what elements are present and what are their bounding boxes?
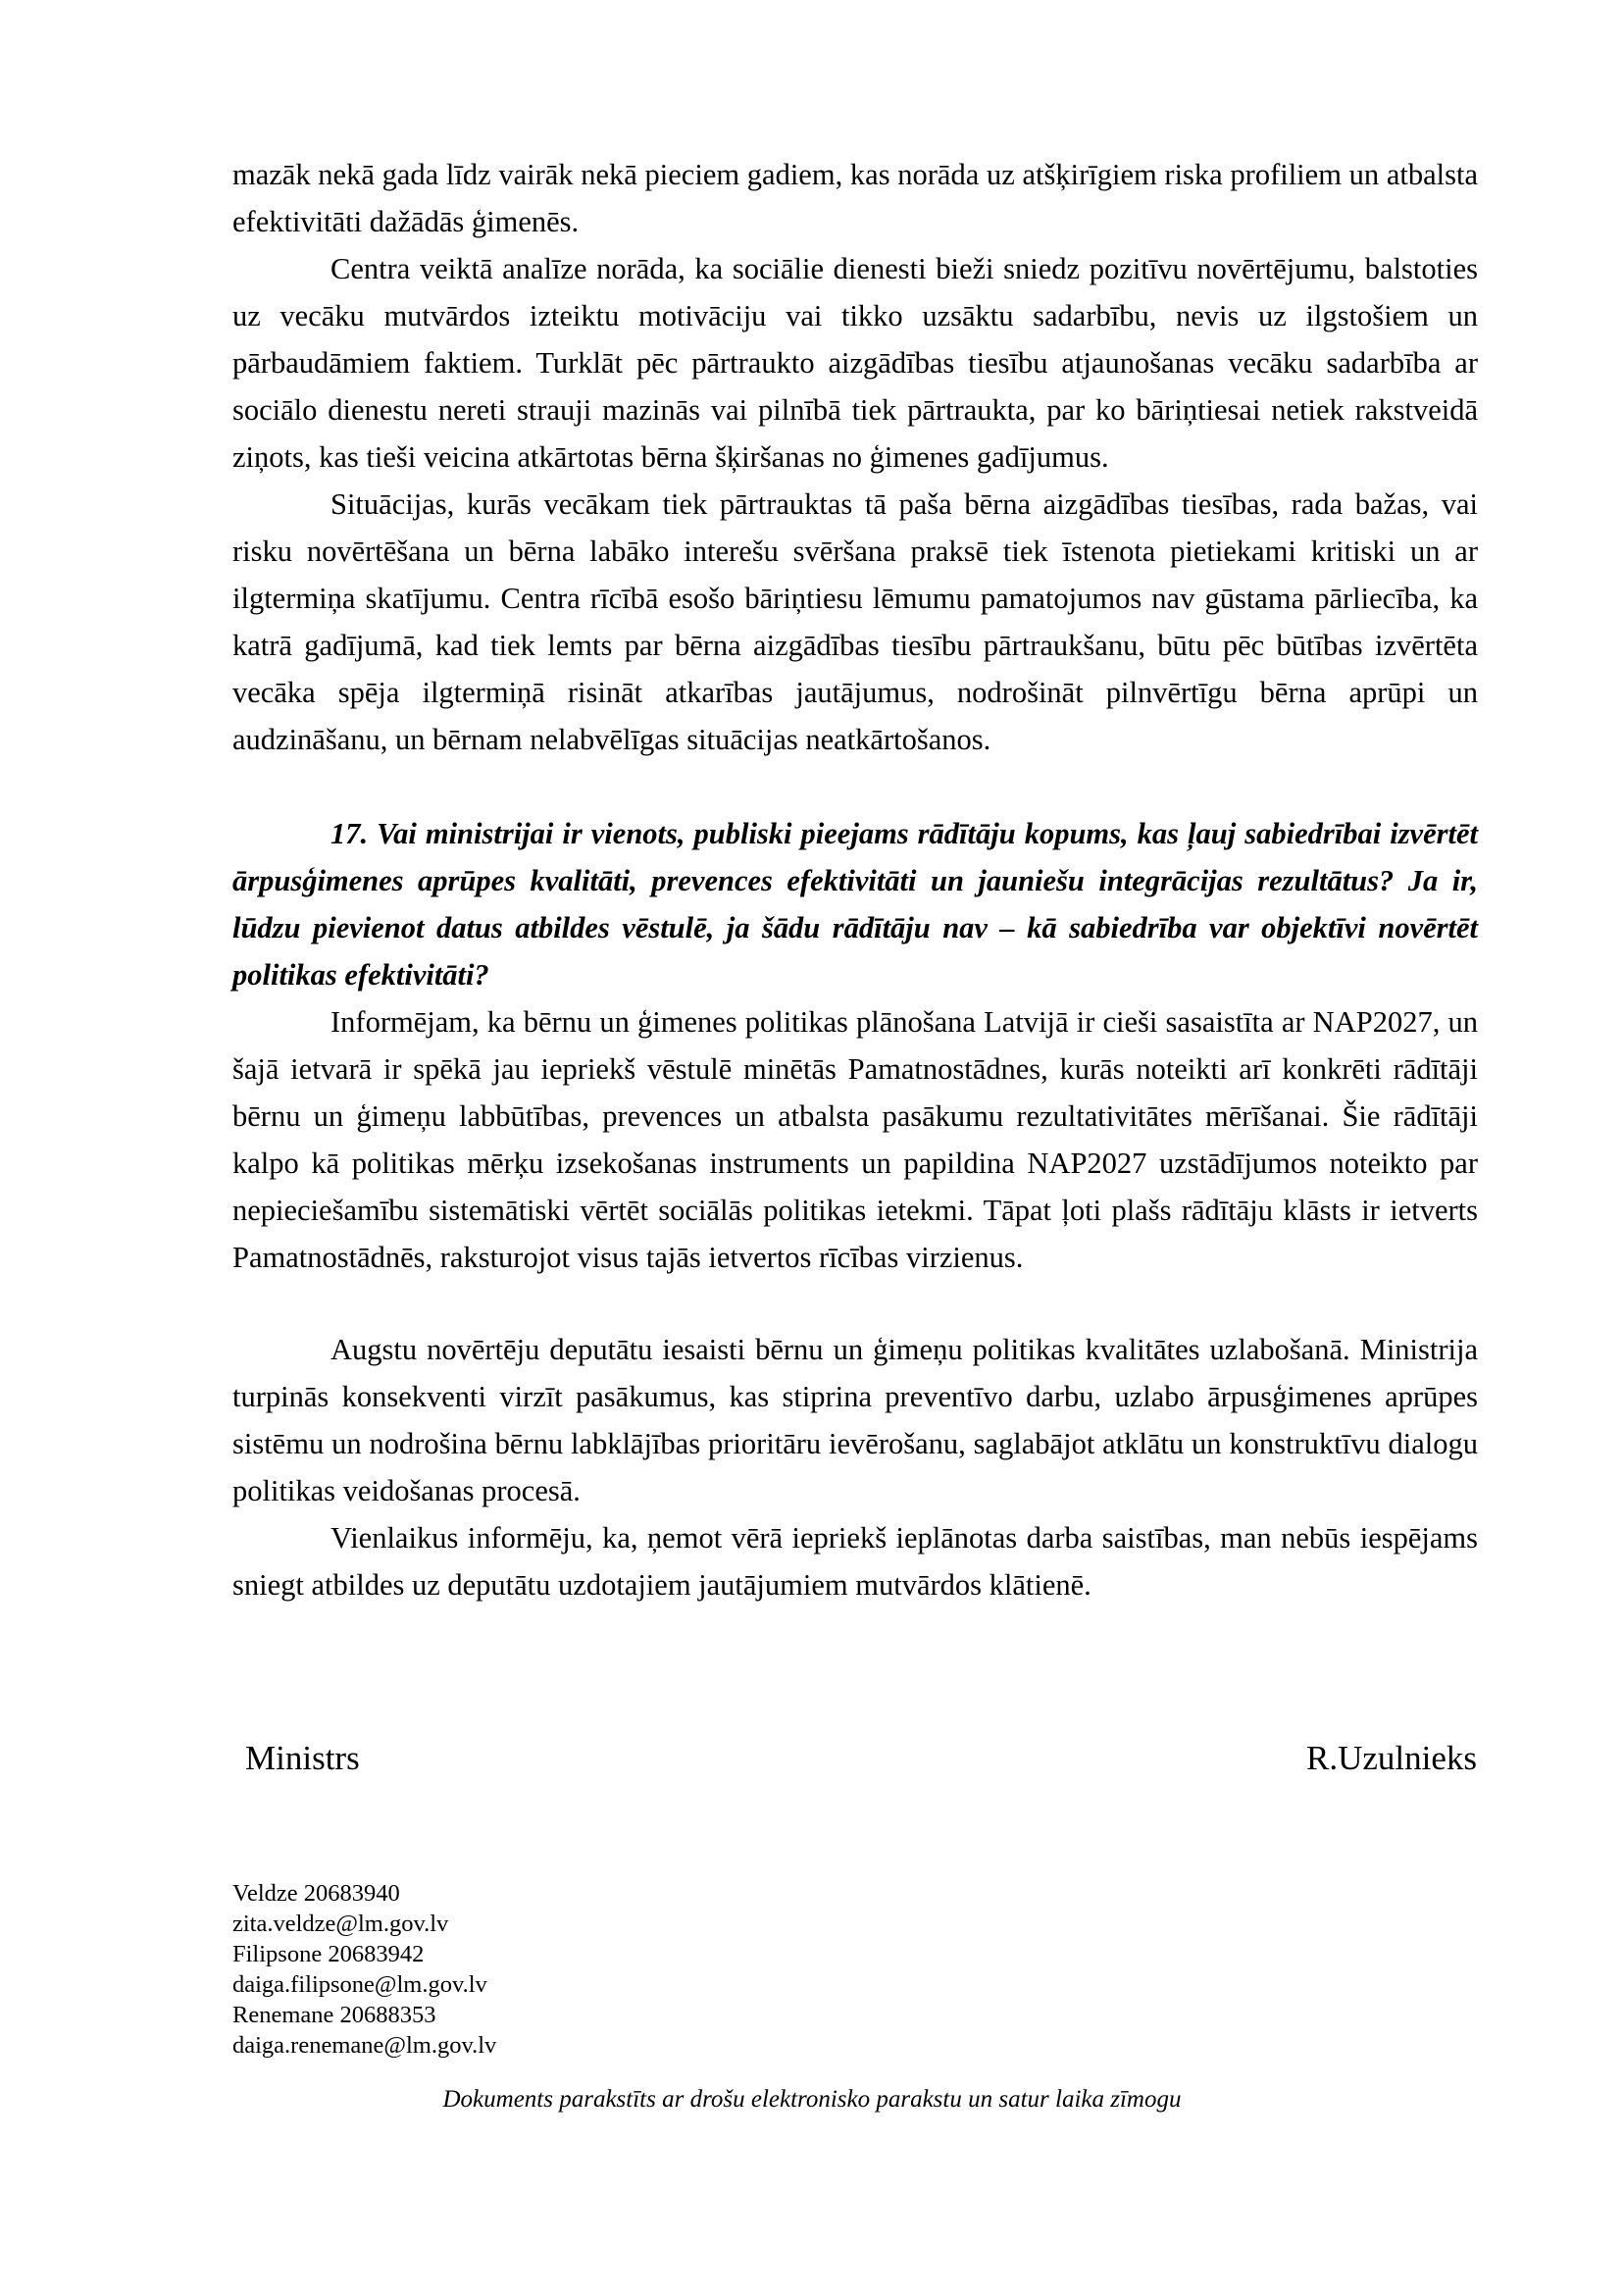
contact-line: Renemane 20688353 (232, 2002, 436, 2028)
signatory-name: R.Uzulnieks (1305, 1739, 1477, 1777)
contact-email: daiga.filipsone@lm.gov.lv (232, 1971, 487, 1998)
answer-17: Informējam, ka bērnu un ģimenes politikas plānošana Latvijā ir cieši sasaistīta ar NAP2027, un šajā ietvarā ir spēkā jau iepriekš vēstulē minētās Pamatnostādnes, kurās noteikti arī konkrēti rādītāji bērnu un ģimeņu labbūtības, prevences un atbalsta pasākumu rezultativitātes mērīšanai. Šie rādītāji kalpo kā politikas mērķu izsekošanas instruments un papildina NAP2027 uzstādījumos noteikto par nepieciešamību sistemātiski vērtēt sociālās politikas ietekmi. Tāpat ļoti plašs rādītāju klāsts ir ietverts Pamatnostādnēs, raksturojot visus tajās ietvertos rīcības virzienus. (232, 1005, 1478, 1274)
closing-paragraph-appreciation: Augstu novērtēju deputātu iesaisti bērnu un ģimeņu politikas kvalitātes uzlabošanā. Ministrija turpinās konsekventi virzīt pasākumus, kas stiprina preventīvo darbu, uzlabo ārpusģimenes aprūpes sistēmu un nodrošina bērnu labklājības prioritāru ievērošanu, saglabājot atklātu un konstruktīvu dialogu politikas veidošanas procesā. (232, 1333, 1478, 1507)
contact-list (232, 1878, 496, 2061)
closing-block (232, 1326, 1478, 1608)
contact-line: Filipsone 20683942 (232, 1941, 425, 1967)
letter-body (232, 151, 1478, 763)
contact-email: zita.veldze@lm.gov.lv (232, 1911, 449, 1937)
signatory-role: Ministrs (245, 1739, 360, 1777)
question-block (232, 810, 1478, 1281)
contact-email: daiga.renemane@lm.gov.lv (232, 2032, 497, 2059)
closing-paragraph-absence: Vienlaikus informēju, ka, ņemot vērā iepriekš ieplānotas darba saistības, man nebūs iespējams sniegt atbildes uz deputātu uzdotajiem jautājumiem mutvārdos klātienē. (232, 1521, 1478, 1602)
paragraph-continuation: mazāk nekā gada līdz vairāk nekā pieciem gadiem, kas norāda uz atšķirīgiem riska profiliem un atbalsta efektivitāti dažādās ģimenēs. (232, 158, 1478, 238)
question-17: 17. Vai ministrijai ir vienots, publiski pieejams rādītāju kopums, kas ļauj sabiedrībai izvērtēt ārpusģimenes aprūpes kvalitāti, prevences efektivitāti un jauniešu integrācijas rezultātus? Ja ir, lūdzu pievienot datus atbildes vēstulē, ja šādu rādītāju nav – kā sabiedrība var objektīvi novērtēt politikas efektivitāti? (232, 817, 1478, 992)
paragraph-situations: Situācijas, kurās vecākam tiek pārtrauktas tā paša bērna aizgādības tiesības, rada bažas, vai risku novērtēšana un bērna labāko interešu svēršana praksē tiek īstenota pietiekami kritiski un ar ilgtermiņa skatījumu. Centra rīcībā esošo bāriņtiesu lēmumu pamatojumos nav gūstama pārliecība, ka katrā gadījumā, kad tiek lemts par bērna aizgādības tiesību pārtraukšanu, būtu pēc būtības izvērtēta vecāka spēja ilgtermiņā risināt atkarības jautājumus, nodrošināt pilnvērtīgu bērna aprūpi un audzināšanu, un bērnam nelabvēlīgas situācijas neatkārtošanos. (232, 487, 1478, 756)
paragraph-centre-analysis: Centra veiktā analīze norāda, ka sociālie dienesti bieži sniedz pozitīvu novērtējumu, balstoties uz vecāku mutvārdos izteiktu motivāciju vai tikko uzsāktu sadarbību, nevis uz ilgstošiem un pārbaudāmiem faktiem. Turklāt pēc pārtraukto aizgādības tiesību atjaunošanas vecāku sadarbība ar sociālo dienestu nereti strauji mazinās vai pilnībā tiek pārtraukta, par ko bāriņtiesai netiek rakstveidā ziņots, kas tieši veicina atkārtotas bērna šķiršanas no ģimenes gadījumus. (232, 252, 1478, 474)
e-signature-note: Dokuments parakstīts ar drošu elektronisko parakstu un satur laika zīmogu (442, 2086, 1182, 2113)
contact-line: Veldze 20683940 (232, 1880, 400, 1907)
